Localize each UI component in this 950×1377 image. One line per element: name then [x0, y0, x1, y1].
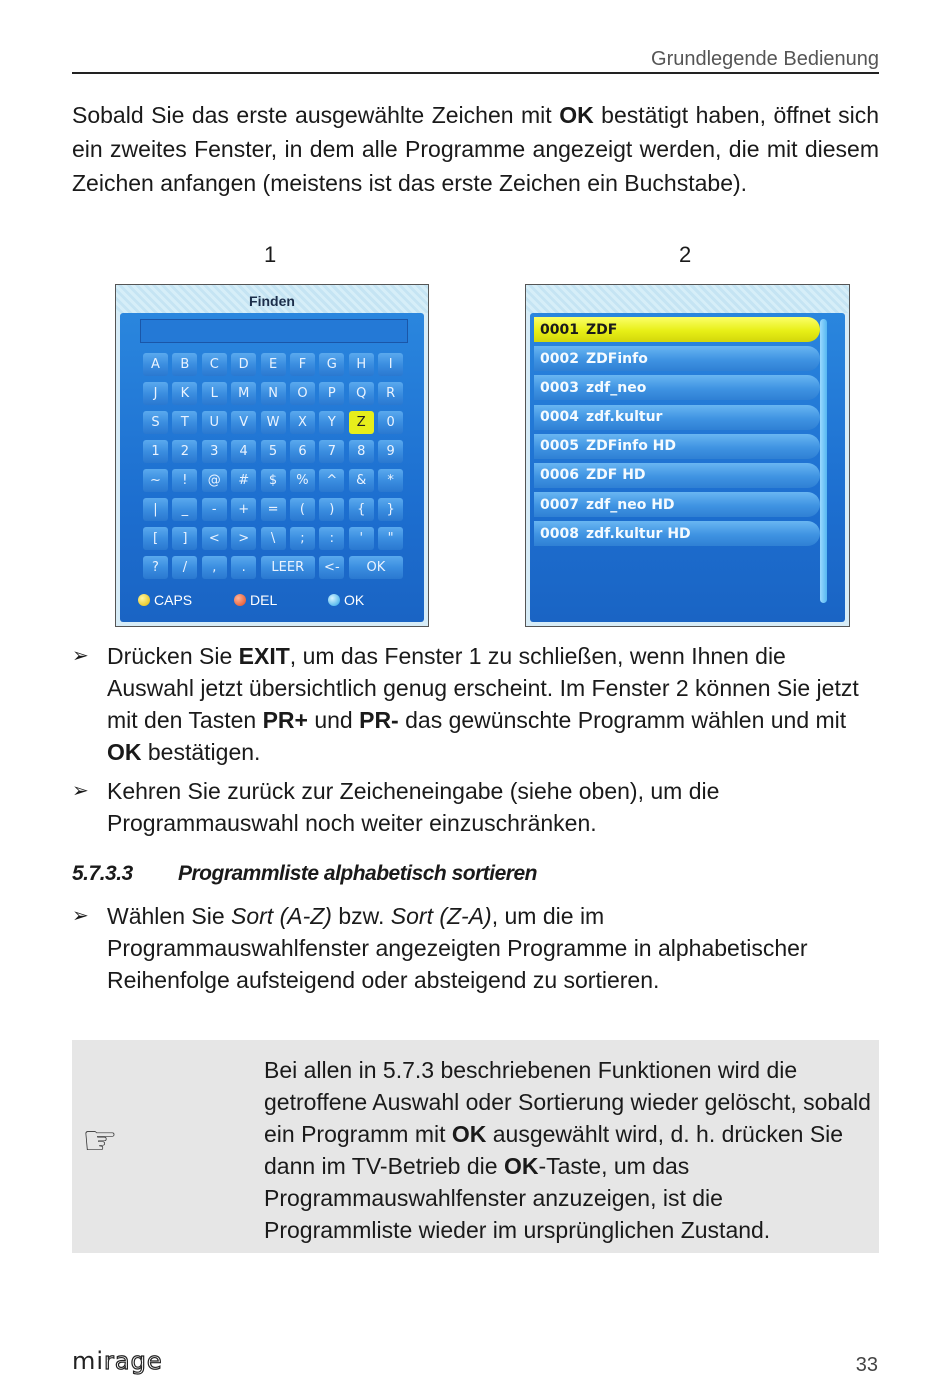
key-button[interactable]: ): [319, 498, 344, 521]
channel-name: ZDFinfo HD: [586, 438, 677, 455]
section-title: Programmliste alphabetisch sortieren: [178, 862, 537, 885]
channel-list: [534, 317, 820, 551]
find-screen-title: Finden: [249, 293, 295, 309]
bullet-sort-text-1: Wählen Sie: [107, 903, 232, 929]
key-button[interactable]: /: [172, 556, 197, 579]
key-button[interactable]: 4: [231, 440, 256, 463]
channel-number: 0006: [540, 467, 579, 484]
channel-row[interactable]: [534, 521, 820, 546]
legend-del: [234, 592, 277, 608]
intro-text-2: bestätigt haben, öffnet sich ein zweites Fenster, in dem alle Programme angezeigt werden, die mit diesem Zeichen anfangen (meistens ist das erste Zeichen ein Buchstabe).: [72, 102, 879, 196]
key-button[interactable]: K: [172, 382, 197, 405]
character-keypad: [143, 353, 409, 579]
channel-row[interactable]: [534, 346, 820, 371]
channel-row[interactable]: [534, 463, 820, 488]
channel-name: zdf.kultur: [586, 409, 663, 426]
intro-paragraph: [72, 98, 879, 200]
channel-row[interactable]: [534, 492, 820, 517]
bullet-exit-text: [107, 640, 872, 768]
legend-del-label: DEL: [250, 592, 278, 608]
channel-name: zdf_neo: [586, 379, 647, 396]
figure-label-2: 2: [679, 242, 692, 267]
intro-text-1: Sobald Sie das erste ausgewählte Zeichen mit: [72, 102, 560, 128]
key-button[interactable]: C: [202, 353, 227, 376]
key-button[interactable]: U: [202, 411, 227, 434]
key-button[interactable]: E: [261, 353, 286, 376]
yellow-button-icon: [138, 594, 150, 606]
key-button[interactable]: =: [261, 498, 286, 521]
arrow-bullet-icon: ➢: [72, 905, 89, 927]
note-box: [72, 1040, 879, 1253]
channel-name: zdf.kultur HD: [586, 525, 691, 542]
key-button[interactable]: A: [143, 353, 168, 376]
key-button[interactable]: 7: [319, 440, 344, 463]
find-screen: [115, 284, 429, 627]
channel-number: 0007: [540, 496, 579, 513]
channel-number: 0002: [540, 350, 579, 367]
bullet-exit-text-2: , um das Fenster 1 zu schließen, wenn Ihnen die Auswahl jetzt übersichtlich genug erscheint. Im Fenster 2 können Sie jetzt mit den Tasten: [107, 643, 859, 733]
key-button[interactable]: OK: [349, 556, 403, 579]
channel-scrollbar[interactable]: [820, 319, 827, 603]
key-button[interactable]: :: [319, 527, 344, 550]
bullet-exit-key: EXIT: [238, 643, 290, 669]
channel-row[interactable]: [534, 405, 820, 430]
bullet-exit-text-4: das gewünschte Programm wählen und mit: [398, 707, 847, 733]
key-button[interactable]: O: [290, 382, 315, 405]
key-button[interactable]: .: [231, 556, 256, 579]
note-ok-2: OK: [503, 1153, 539, 1179]
key-button[interactable]: !: [172, 469, 197, 492]
header-title: Grundlegende Bedienung: [651, 48, 879, 70]
sort-az-option: Sort (A-Z): [231, 903, 332, 929]
key-button[interactable]: 1: [143, 440, 168, 463]
bullet-exit-text-1: Drücken Sie: [107, 643, 239, 669]
key-button[interactable]: V: [231, 411, 256, 434]
figure-label-1: 1: [264, 242, 277, 267]
bullet-sort: [72, 900, 872, 996]
find-input[interactable]: [140, 319, 408, 343]
arrow-bullet-icon: ➢: [72, 780, 89, 802]
channel-name: ZDF HD: [586, 467, 646, 484]
key-button[interactable]: @: [202, 469, 227, 492]
note-text-3: -Taste, um das Programmauswahlfenster anzuzeigen, ist die Programmliste wieder im ursprünglichen Zustand.: [264, 1153, 771, 1243]
bullet-ok-key: OK: [107, 739, 142, 765]
key-button[interactable]: Z: [349, 411, 374, 434]
key-button[interactable]: B: [172, 353, 197, 376]
key-button[interactable]: {: [349, 498, 374, 521]
key-button[interactable]: ]: [172, 527, 197, 550]
channel-number: 0008: [540, 525, 579, 542]
key-button[interactable]: *: [378, 469, 403, 492]
page-number: 33: [855, 1354, 878, 1376]
channel-row[interactable]: [534, 375, 820, 400]
key-button[interactable]: M: [231, 382, 256, 405]
key-button[interactable]: W: [261, 411, 286, 434]
key-button[interactable]: S: [143, 411, 168, 434]
key-button[interactable]: 5: [261, 440, 286, 463]
section-heading: [72, 862, 537, 886]
bullet-exit: [72, 640, 872, 768]
channel-name: ZDF: [586, 321, 618, 338]
channel-number: 0003: [540, 379, 579, 396]
channel-screen-body: [530, 313, 845, 622]
key-button[interactable]: \: [261, 527, 286, 550]
bullet-prminus-key: PR-: [359, 707, 399, 733]
key-button[interactable]: 6: [290, 440, 315, 463]
key-button[interactable]: F: [290, 353, 315, 376]
legend-caps-label: CAPS: [154, 592, 193, 608]
channel-number: 0004: [540, 409, 579, 426]
key-button[interactable]: +: [231, 498, 256, 521]
bullet-exit-text-5: bestätigen.: [141, 739, 261, 765]
channel-name: zdf_neo HD: [586, 496, 675, 513]
key-button[interactable]: D: [231, 353, 256, 376]
bullet-return: [72, 775, 872, 839]
key-button[interactable]: 8: [349, 440, 374, 463]
bullet-sort-text-2: bzw.: [331, 903, 391, 929]
key-button[interactable]: N: [261, 382, 286, 405]
key-button[interactable]: (: [290, 498, 315, 521]
channel-row[interactable]: [534, 434, 820, 459]
section-number: 5.7.3.3: [72, 862, 133, 885]
note-text-2: ausgewählt wird, d. h. drücken Sie dann im TV-Betrieb die: [264, 1121, 844, 1179]
key-button[interactable]: ": [378, 527, 403, 550]
key-button[interactable]: >: [231, 527, 256, 550]
key-button[interactable]: Y: [319, 411, 344, 434]
channel-name: ZDFinfo: [586, 350, 648, 367]
red-button-icon: [234, 594, 246, 606]
key-button[interactable]: 2: [172, 440, 197, 463]
key-button[interactable]: Q: [349, 382, 374, 405]
arrow-bullet-icon: ➢: [72, 645, 89, 667]
key-button[interactable]: %: [290, 469, 315, 492]
note-text: [264, 1054, 874, 1246]
channel-list-screen: [525, 284, 850, 627]
key-button[interactable]: #: [231, 469, 256, 492]
key-button[interactable]: [: [143, 527, 168, 550]
key-button[interactable]: 9: [378, 440, 403, 463]
key-button[interactable]: R: [378, 382, 403, 405]
key-button[interactable]: L: [202, 382, 227, 405]
key-button[interactable]: J: [143, 382, 168, 405]
key-button[interactable]: <: [202, 527, 227, 550]
key-button[interactable]: H: [349, 353, 374, 376]
legend-ok: [328, 592, 364, 608]
color-key-legend: [138, 592, 418, 612]
note-text-1: Bei allen in 5.7.3 beschriebenen Funktionen wird die getroffene Auswahl oder Sortierung wieder gelöscht, sobald ein Programm mit: [264, 1057, 871, 1147]
key-button[interactable]: ?: [143, 556, 168, 579]
find-screen-body: [120, 313, 424, 622]
page-header: [72, 46, 879, 74]
find-screen-titlebar: [116, 285, 428, 313]
channel-screen-titlebar: [526, 285, 849, 313]
channel-number: 0001: [540, 321, 579, 338]
key-button[interactable]: ;: [290, 527, 315, 550]
bullet-sort-text-3: , um die im Programmauswahlfenster angezeigten Programme in alphabetischer Reihenfolge aufsteigend oder absteigend zu sortieren.: [107, 903, 808, 993]
bullet-return-text: Kehren Sie zurück zur Zeicheneingabe (siehe oben), um die Programmauswahl noch weiter einzuschränken.: [107, 778, 720, 836]
sort-za-option: Sort (Z-A): [390, 903, 492, 929]
channel-number: 0005: [540, 438, 579, 455]
note-ok-1: OK: [451, 1121, 487, 1147]
mirage-logo: [72, 1347, 163, 1375]
key-button[interactable]: $: [261, 469, 286, 492]
intro-ok: OK: [559, 102, 594, 128]
logo-part-1: mi: [72, 1347, 105, 1375]
channel-row[interactable]: [534, 317, 820, 342]
key-button[interactable]: P: [319, 382, 344, 405]
pointing-hand-icon: ☞: [82, 1118, 118, 1164]
key-button[interactable]: I: [378, 353, 403, 376]
legend-caps: [138, 592, 192, 608]
key-button[interactable]: G: [319, 353, 344, 376]
bullet-exit-text-3: und: [307, 707, 360, 733]
legend-ok-label: OK: [344, 592, 365, 608]
bullet-prplus-key: PR+: [262, 707, 308, 733]
key-button[interactable]: X: [290, 411, 315, 434]
key-button[interactable]: T: [172, 411, 197, 434]
key-button[interactable]: }: [378, 498, 403, 521]
blue-button-icon: [328, 594, 340, 606]
key-button[interactable]: &: [349, 469, 374, 492]
key-button[interactable]: <-: [319, 556, 344, 579]
key-button[interactable]: LEER: [261, 556, 315, 579]
key-button[interactable]: ,: [202, 556, 227, 579]
logo-part-2: rage: [104, 1347, 163, 1375]
key-button[interactable]: ~: [143, 469, 168, 492]
key-button[interactable]: ': [349, 527, 374, 550]
key-button[interactable]: ^: [319, 469, 344, 492]
key-button[interactable]: |: [143, 498, 168, 521]
key-button[interactable]: 0: [378, 411, 403, 434]
key-button[interactable]: -: [202, 498, 227, 521]
key-button[interactable]: 3: [202, 440, 227, 463]
bullet-sort-text: [107, 900, 872, 996]
key-button[interactable]: _: [172, 498, 197, 521]
